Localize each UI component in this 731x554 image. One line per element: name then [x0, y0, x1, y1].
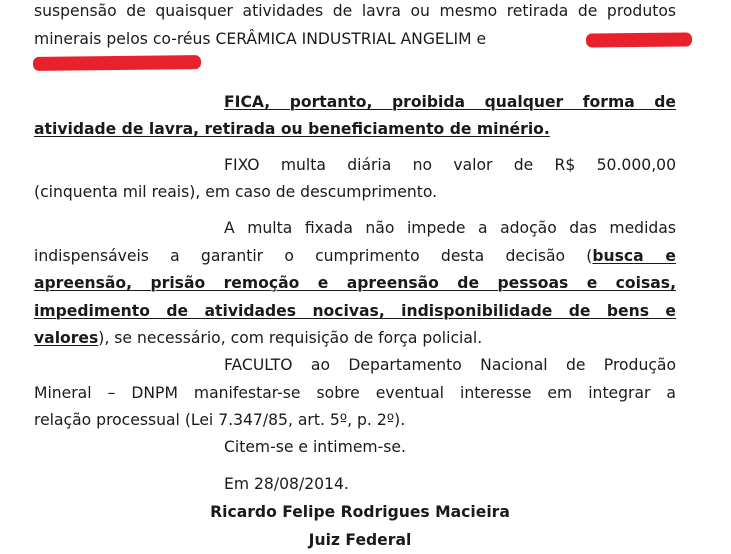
paragraph-faculto-line-1: FACULTO ao Departamento Nacional de Produção	[224, 356, 676, 374]
paragraph-faculto-line-2: Mineral – DNPM manifestar-se sobre eventual interesse em integrar a	[34, 384, 676, 402]
signature-title: Juiz Federal	[308, 531, 412, 549]
paragraph-fica-line-2: atividade de lavra, retirada ou beneficiamento de minério.	[34, 120, 550, 138]
redaction-mark	[586, 32, 692, 47]
paragraph-multa-line-1: A multa fixada não impede a adoção das medidas	[224, 219, 676, 237]
paragraph-fixo-line-2: (cinquenta mil reais), em caso de descumprimento.	[34, 183, 438, 201]
citation-line: Citem-se e intimem-se.	[224, 438, 406, 456]
paragraph-multa-line-5	[34, 328, 676, 348]
paragraph-multa-line-2-emphasis: busca e	[592, 247, 676, 265]
paragraph-multa-line-4: impedimento de atividades nocivas, indisponibilidade de bens e	[34, 302, 676, 320]
paragraph-suspension-line-2: minerais pelos co-réus CERÂMICA INDUSTRIAL ANGELIM e	[34, 30, 487, 48]
signature-name: Ricardo Felipe Rodrigues Macieira	[210, 503, 510, 521]
date-line: Em 28/08/2014.	[224, 475, 349, 493]
paragraph-fica-line-1: FICA, portanto, proibida qualquer forma de	[224, 93, 676, 111]
paragraph-multa-line-2-text: indispensáveis a garantir o cumprimento desta decisão (	[34, 247, 593, 265]
paragraph-suspension-line-1: suspensão de quaisquer atividades de lavra ou mesmo retirada de produtos	[34, 2, 676, 20]
paragraph-multa-line-2	[34, 246, 676, 266]
redaction-mark	[33, 55, 201, 71]
paragraph-fixo-line-1: FIXO multa diária no valor de R$ 50.000,00	[224, 156, 676, 174]
paragraph-multa-line-5-emphasis: valores	[34, 329, 99, 347]
paragraph-multa-line-5-text: ), se necessário, com requisição de força policial.	[98, 329, 483, 347]
paragraph-multa-line-3: apreensão, prisão remoção e apreensão de pessoas e coisas,	[34, 274, 676, 292]
paragraph-faculto-line-3: relação processual (Lei 7.347/85, art. 5º, p. 2º).	[34, 411, 406, 429]
